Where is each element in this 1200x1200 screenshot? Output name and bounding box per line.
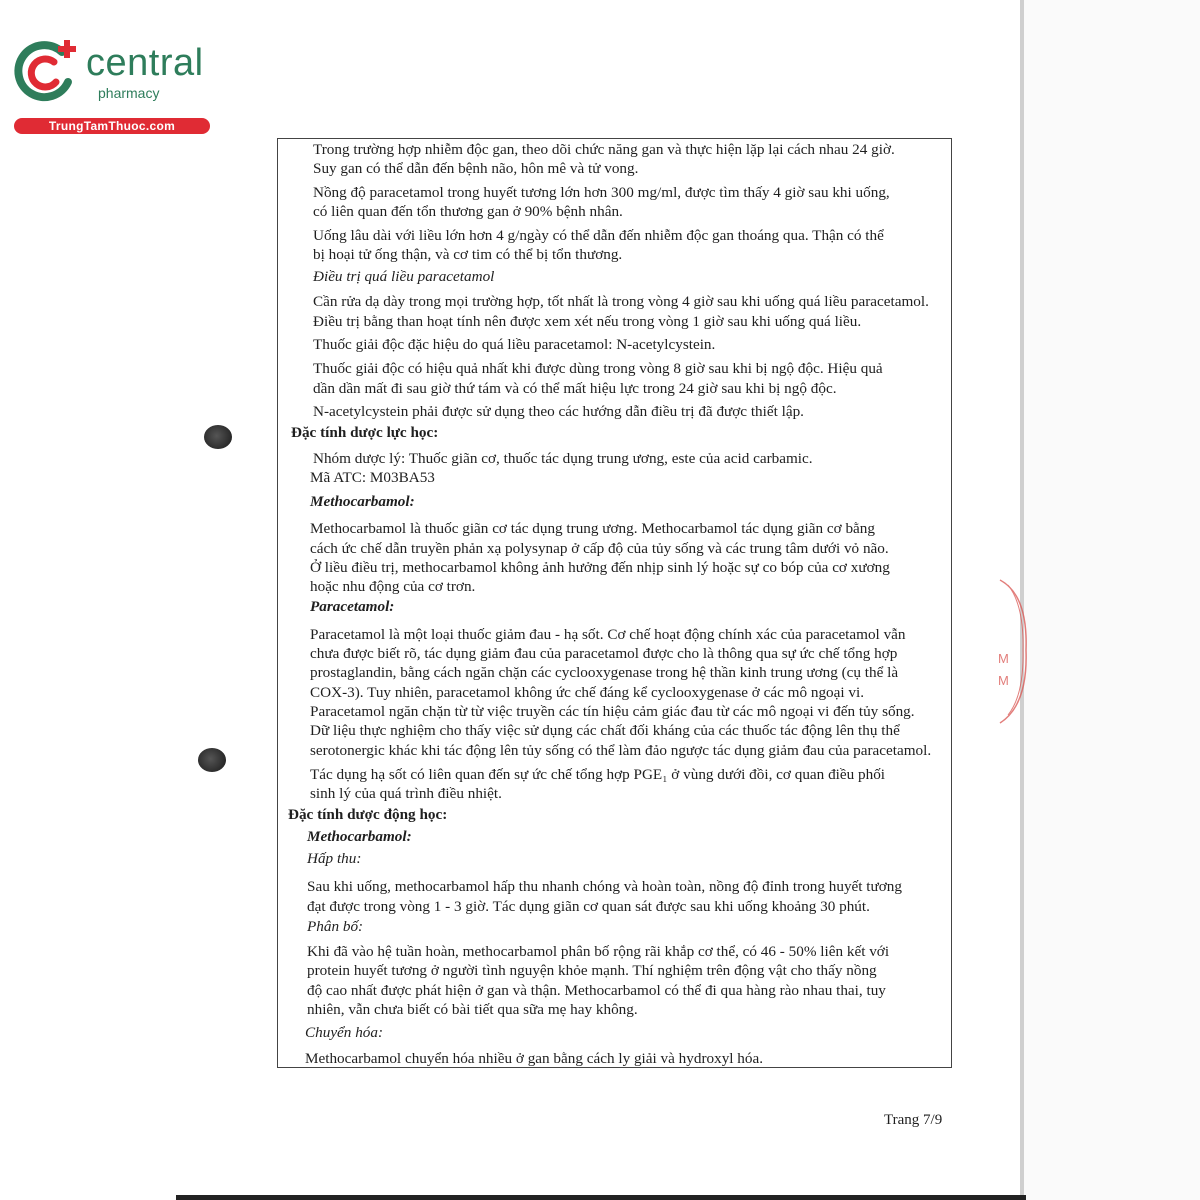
text-line: Methocarbamol là thuốc giãn cơ tác dụng trung ương. Methocarbamol tác dụng giãn cơ bằng [310, 520, 875, 537]
text-line: Thuốc giải độc đặc hiệu do quá liều paracetamol: N-acetylcystein. [313, 336, 716, 353]
subheading: Chuyển hóa: [305, 1024, 384, 1041]
text-line: Nồng độ paracetamol trong huyết tương lớn hơn 300 mg/ml, được tìm thấy 4 giờ sau khi uống, [313, 184, 890, 201]
page-number: Trang 7/9 [884, 1112, 943, 1128]
subheading: Điều trị quá liều paracetamol [313, 268, 495, 285]
text-line: N-acetylcystein phải được sử dụng theo các hướng dẫn điều trị đã được thiết lập. [313, 403, 804, 420]
text-line: bị hoại tử ống thận, và cơ tim có thể bị tổn thương. [313, 246, 623, 263]
text-line: đạt được trong vòng 1 - 3 giờ. Tác dụng giãn cơ quan sát được sau khi uống khoảng 30 phút. [307, 898, 870, 915]
central-pharmacy-logo [10, 38, 215, 138]
logo-subtitle: pharmacy [98, 85, 160, 101]
text-line: dần dần mất đi sau giờ thứ tám và có thể mất hiệu lực trong 24 giờ sau khi bị ngộ độc. [313, 380, 837, 397]
text-line: nhiên, vẫn chưa biết có bài tiết qua sữa mẹ hay không. [307, 1001, 638, 1018]
text-line: Cần rửa dạ dày trong mọi trường hợp, tốt nhất là trong vòng 4 giờ sau khi uống quá liều paracetamol. [313, 293, 929, 310]
section-heading: Đặc tính dược lực học: [291, 424, 439, 441]
text-line: Uống lâu dài với liều lớn hơn 4 g/ngày có thể dẫn đến nhiễm độc gan thoáng qua. Thận có thể [313, 227, 884, 244]
text-line: prostaglandin, bằng cách ngăn chặn các cyclooxygenase trong hệ thần kinh trung ương (cụ thể là [310, 664, 899, 681]
subheading: Hấp thu: [307, 850, 362, 867]
section-heading: Đặc tính dược động học: [288, 806, 448, 823]
svg-text:M: M [998, 673, 1009, 688]
text-line: Trong trường hợp nhiễm độc gan, theo dõi chức năng gan và thực hiện lặp lại cách nhau 24 giờ. [313, 141, 895, 158]
text-line: Ở liều điều trị, methocarbamol không ảnh hưởng đến nhịp sinh lý hoặc sự co bóp của cơ xương [310, 559, 890, 576]
bottom-edge [176, 1195, 1026, 1200]
text-line: Thuốc giải độc có hiệu quả nhất khi được dùng trong vòng 8 giờ sau khi bị ngộ độc. Hiệu quả [313, 360, 883, 377]
text-line: Tác dụng hạ sốt có liên quan đến sự ức chế tổng hợp PGE₁ ở vùng dưới đồi, cơ quan điều phối [310, 766, 886, 783]
stamp-fragment [990, 575, 1030, 725]
logo-url: TrungTamThuoc.com [14, 118, 210, 134]
text-line: Sau khi uống, methocarbamol hấp thu nhanh chóng và hoàn toàn, nồng độ đỉnh trong huyết tương [307, 878, 902, 895]
text-line: Paracetamol ngăn chặn từ từ việc truyền các tín hiệu cảm giác đau từ các mô ngoại vi đến tủy sống. [310, 703, 915, 720]
text-line: sinh lý của quá trình điều nhiệt. [310, 785, 502, 802]
punch-hole-bottom [198, 748, 226, 772]
text-line: serotonergic khác khi tác động lên tủy sống có thể làm đảo ngược tác dụng giảm đau của paracetamol. [310, 742, 932, 759]
text-line: Suy gan có thể dẫn đến bệnh não, hôn mê và tử vong. [313, 160, 639, 177]
text-line: hoặc nhu động của cơ trơn. [310, 578, 476, 595]
logo-brand: central [86, 42, 204, 84]
text-line: Điều trị bằng than hoạt tính nên được xem xét nếu trong vòng 1 giờ sau khi uống quá liều. [313, 313, 862, 330]
adjacent-page [1024, 0, 1200, 1200]
text-line: protein huyết tương ở người tình nguyện khỏe mạnh. Thí nghiệm trên động vật cho thấy nồng [307, 962, 877, 979]
subheading: Methocarbamol: [307, 828, 412, 845]
text-line: chưa được biết rõ, tác dụng giảm đau của paracetamol được cho là thông qua sự ức chế tổng hợp [310, 645, 898, 662]
text-line: Paracetamol là một loại thuốc giảm đau - hạ sốt. Cơ chế hoạt động chính xác của paracetamol vẫn [310, 626, 906, 643]
text-line: Methocarbamol chuyển hóa nhiều ở gan bằng cách ly giải và hydroxyl hóa. [305, 1050, 764, 1067]
text-line: độ cao nhất được phát hiện ở gan và thận. Methocarbamol có thể đi qua hàng rào nhau thai, tuy [307, 982, 886, 999]
text-line: COX-3). Tuy nhiên, paracetamol không ức chế đáng kể cyclooxygenase ở các mô ngoại vi. [310, 684, 865, 701]
subheading: Methocarbamol: [310, 493, 415, 510]
text-line: Khi đã vào hệ tuần hoàn, methocarbamol phân bố rộng rãi khắp cơ thể, có 46 - 50% liên kết với [307, 943, 890, 960]
logo-c-icon [10, 38, 80, 108]
text-line: Nhóm dược lý: Thuốc giãn cơ, thuốc tác dụng trung ương, este của acid carbamic. [313, 450, 813, 467]
text-line: có liên quan đến tổn thương gan ở 90% bệnh nhân. [313, 203, 623, 220]
text-line: Mã ATC: M03BA53 [310, 469, 435, 486]
punch-hole-top [204, 425, 232, 449]
text-line: Dữ liệu thực nghiệm cho thấy việc sử dụng các chất đối kháng của các thuốc tác động lên thụ thể [310, 722, 900, 739]
subheading: Paracetamol: [310, 598, 395, 615]
svg-text:M: M [998, 651, 1009, 666]
subheading: Phân bố: [307, 918, 364, 935]
text-line: cách ức chế dẫn truyền phản xạ polysynap ở cấp độ của tủy sống và các trung tâm dưới vỏ não. [310, 540, 889, 557]
